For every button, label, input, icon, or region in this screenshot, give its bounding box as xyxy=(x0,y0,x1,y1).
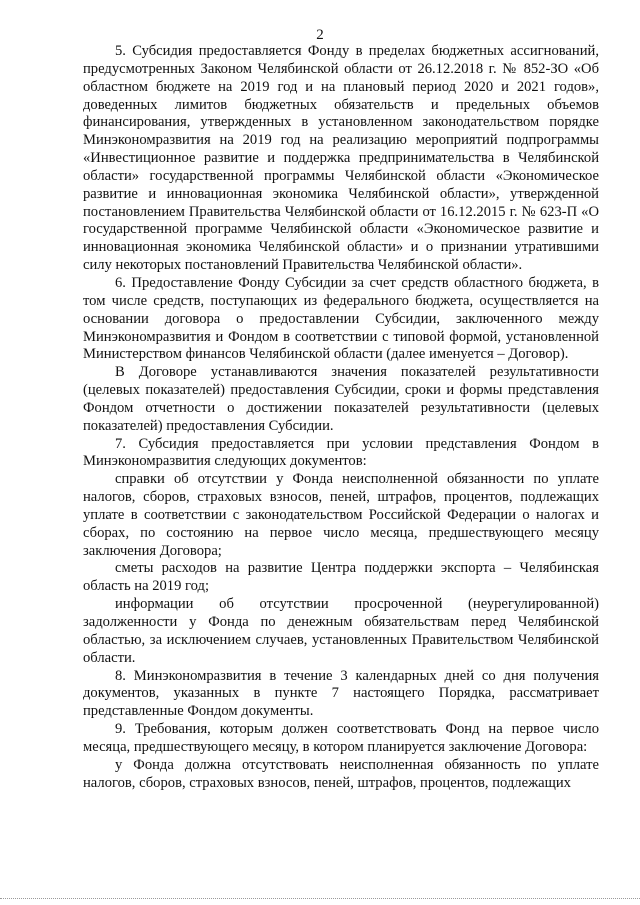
paragraph-debt-information: информации об отсутствии просроченной (неурегулированной) задолженности у Фонда по денежным обязательствам перед Челябинской областью, за исключением случаев, установленных Правительством Челябинской области. xyxy=(83,596,599,666)
paragraph-6-agreement: 6. Предоставление Фонду Субсидии за счет средств областного бюджета, в том числе средств, поступающих из федерального бюджета, осуществляется на основании договора о предоставлении Субсидии, заключенного между Минэкономразвития и Фондом в соответствии с типовой формой, установленной Министерством финансов Челябинской области (далее именуется – Договор). xyxy=(83,274,599,363)
bottom-divider xyxy=(0,898,640,899)
paragraph-expense-estimate: сметы расходов на развитие Центра поддержки экспорта – Челябинская область на 2019 год; xyxy=(83,560,599,595)
paragraph-9-requirements: 9. Требования, которым должен соответствовать Фонд на первое число месяца, предшествующего месяцу, в котором планируется заключение Договора: xyxy=(83,721,599,755)
paragraph-tax-certificate: справки об отсутствии у Фонда неисполненной обязанности по уплате налогов, сборов, страховых взносов, пеней, штрафов, процентов, подлежащих уплате в соответствии с законодательством Российской Федерации о налогах и сборах, по состоянию на первое число месяца, предшествующего месяцу заключения Договора; xyxy=(83,471,599,559)
document-body xyxy=(83,43,599,792)
paragraph-agreement-indicators: В Договоре устанавливаются значения показателей результативности (целевых показателей) предоставления Субсидии, сроки и формы представления Фондом отчетности о достижении показателей результативности (целевых показателей) предоставления Субсидии. xyxy=(83,364,599,434)
page-number: 2 xyxy=(316,27,324,43)
paragraph-5-subsidy-limits: 5. Субсидия предоставляется Фонду в пределах бюджетных ассигнований, предусмотренных Законом Челябинской области от 26.12.2018 г. № 852-ЗО «Об областном бюджете на 2019 год и на плановый период 2020 и 2021 годов», доведенных лимитов бюджетных обязательств и предельных объемов финансирования, утвержденных в установленном законодательством порядке Минэкономразвития на 2019 год на реализацию мероприятий подпрограммы «Инвестиционное развитие и поддержка предпринимательства в Челябинской области» государственной программы Челябинской области «Экономическое развитие и инновационная экономика Челябинской области», утвержденной постановлением Правительства Челябинской области от 16.12.2015 г. № 623-П «О государственной программе Челябинской области «Экономическое развитие и инновационная экономика Челябинской области» и о признании утратившими силу некоторых постановлений Правительства Челябинской области». xyxy=(83,43,599,274)
paragraph-7-required-documents: 7. Субсидия предоставляется при условии представления Фондом в Минэкономразвития следующих документов: xyxy=(83,435,599,470)
paragraph-8-review: 8. Минэкономразвития в течение 3 календарных дней со дня получения документов, указанных в пункте 7 настоящего Порядка, рассматривает представленные Фондом документы. xyxy=(83,667,599,720)
paragraph-no-tax-obligations: у Фонда должна отсутствовать неисполненная обязанность по уплате налогов, сборов, страховых взносов, пеней, штрафов, процентов, подлежащих xyxy=(83,756,599,791)
